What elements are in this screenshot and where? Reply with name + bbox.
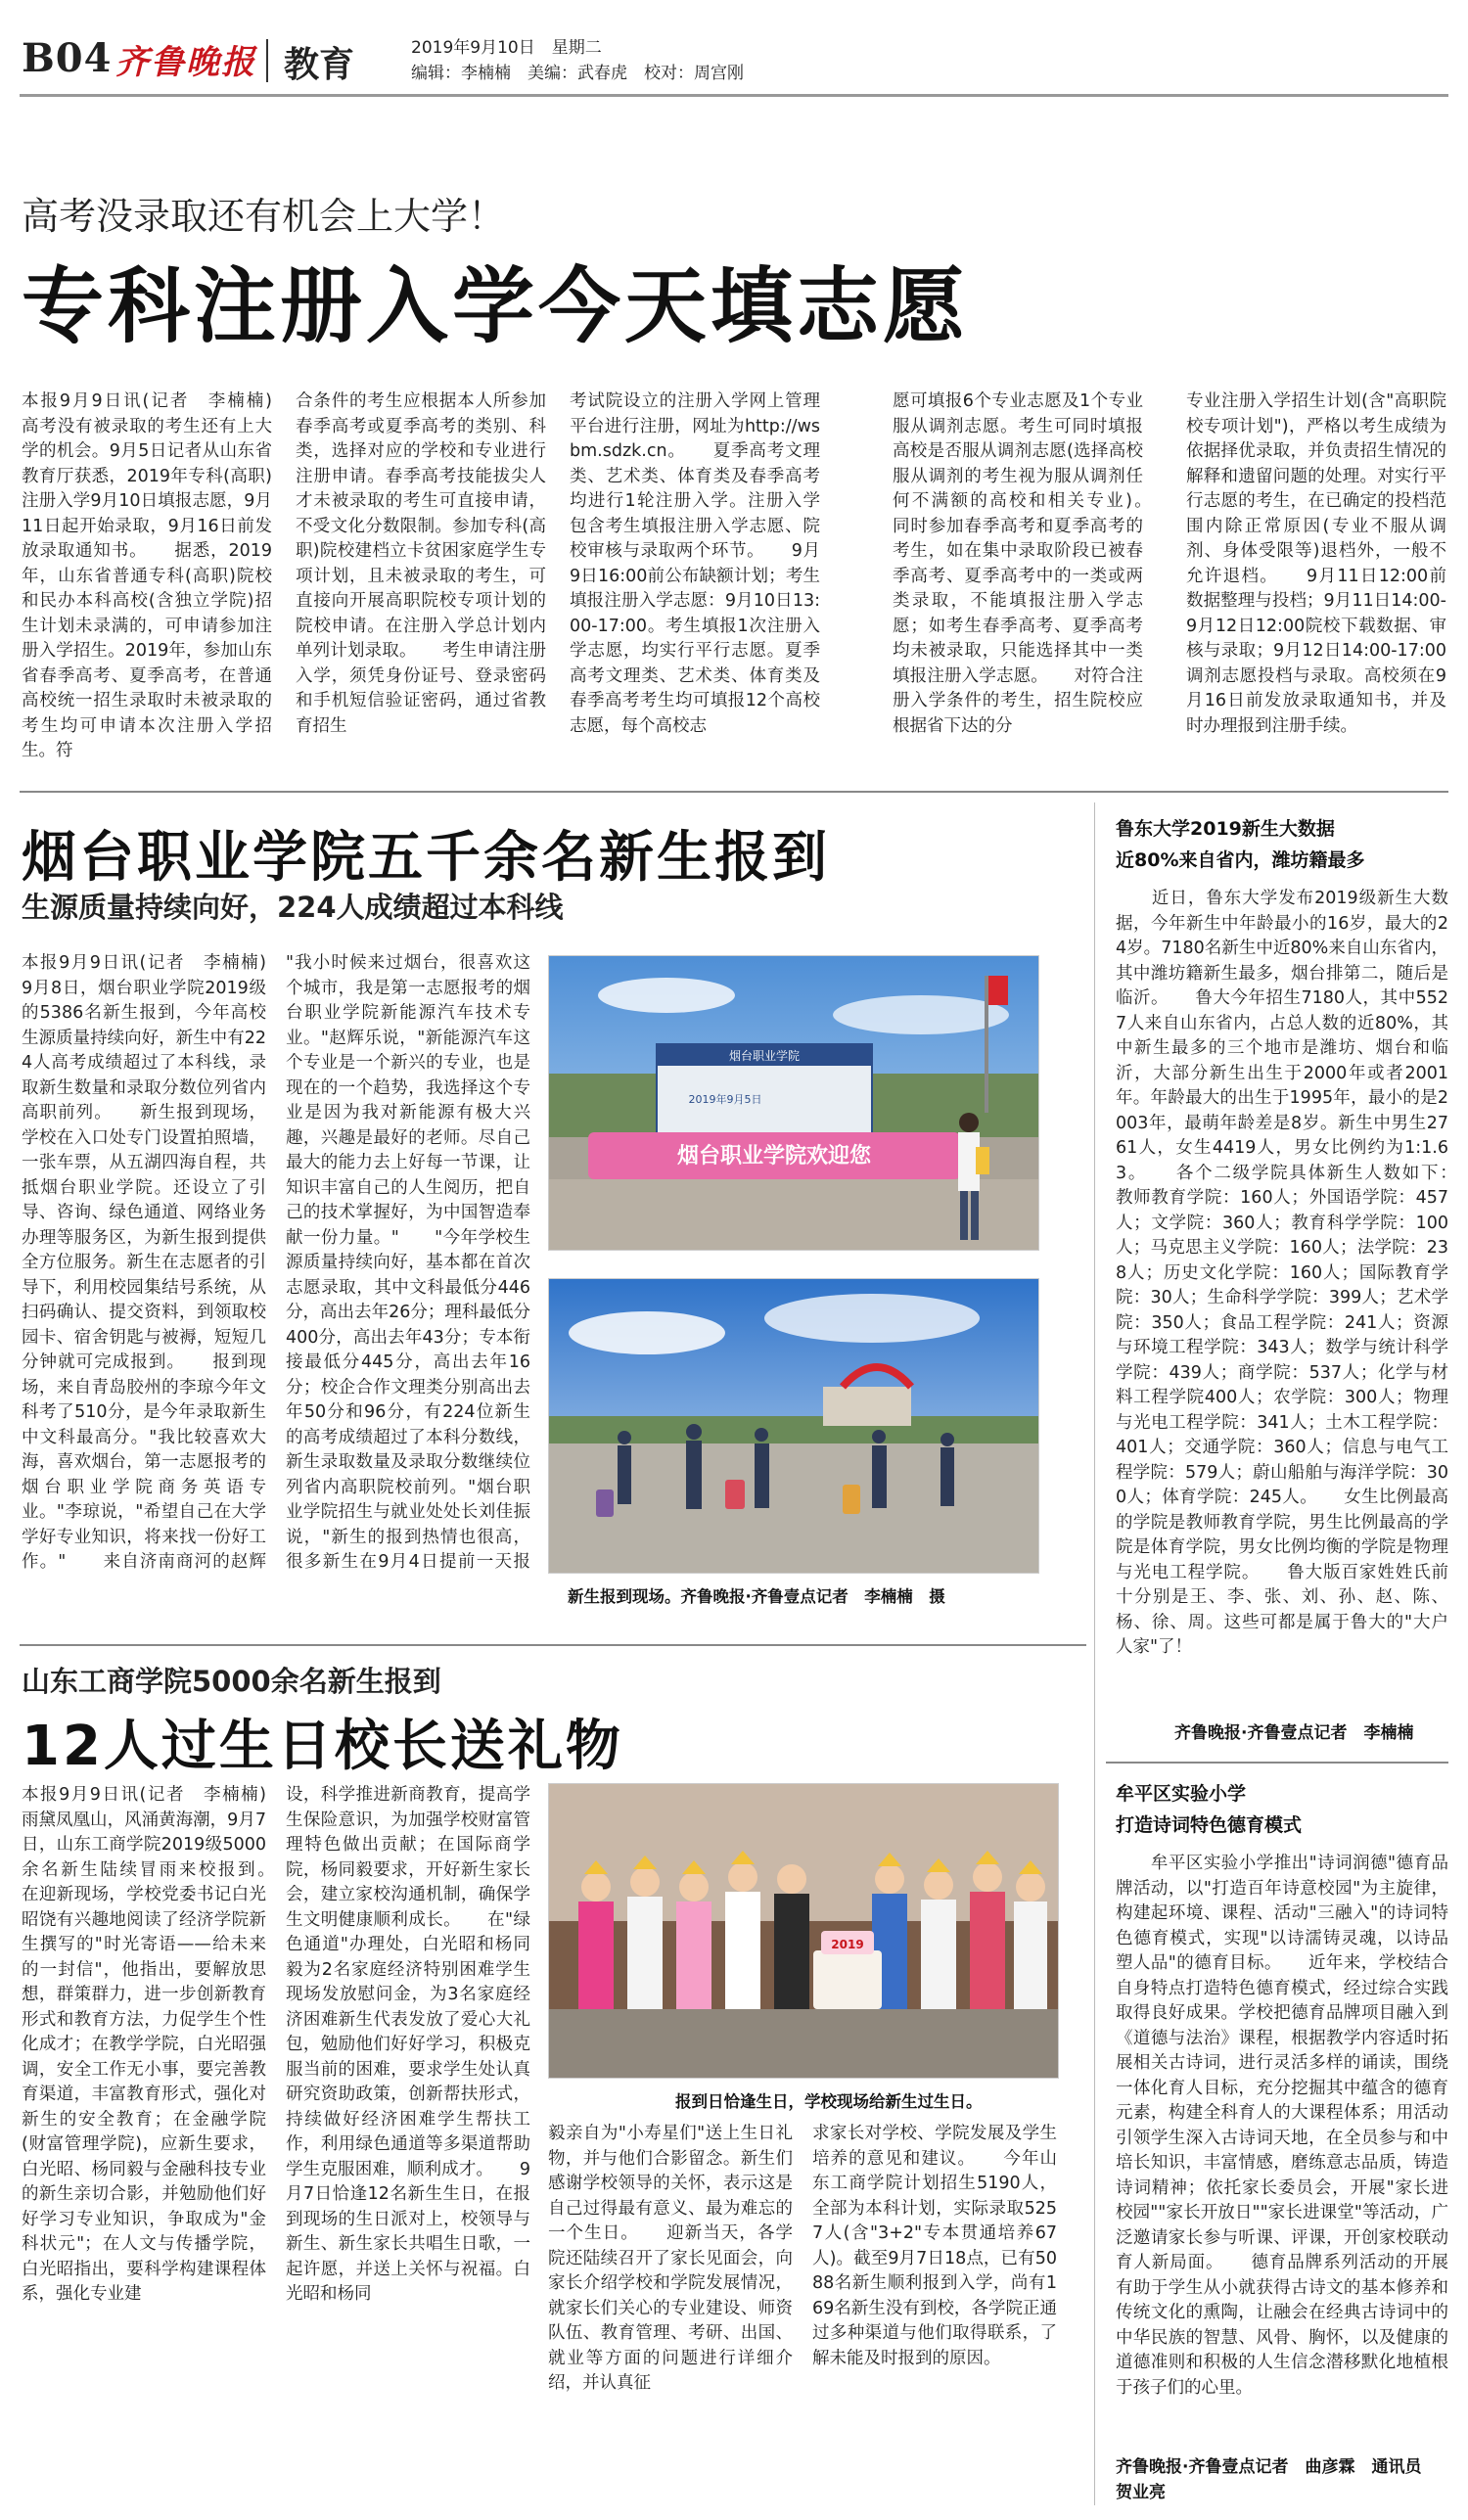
section-name: 教育: [284, 45, 355, 85]
sdtb-column-3: 毅亲自为"小寿星们"送上生日礼物，并与他们合影留念。新生们感谢学校领导的关怀，表示这是自己过得最有意义、最为难忘的一个生日。 迎新当天，各学院还陆续召开了家长见面会，向家长介绍学校和学院发展情况，就家长们关心的专业建设、师资队伍、教育管理、考研、出国、就业等方面的问题进行详细介绍，并认真征: [548, 2124, 793, 2393]
lead-column-1: 本报9月9日讯(记者 李楠楠) 高考没有被录取的考生还有上大学的机会。9月5日记者从山东省教育厅获悉，2019年专科(高职)注册入学9月10日填报志愿，9月11日起开始录取，9月16日前发放录取通知书。 据悉，2019年，山东省普通专科(高职)院校和民办本科高校(含独立学院)招生计划未录满的，可申请参加注册入学招生。2019年，参加山东省春季高考、夏季高考，在普通高校统一招生录取时未被录取的考生均可申请本次注册入学招生。符: [22, 391, 272, 760]
lead-column-2: 合条件的考生应根据本人所参加春季高考或夏季高考的类别、科类，选择对应的学校和专业进行注册申请。春季高考技能拔尖人才未被录取的考生可直接申请，不受文化分数限制。参加专科(高职)院校建档立卡贫困家庭学生专项计划，且未被录取的考生，可直接向开展高职院校专项计划的院校申请。在注册入学总计划内单列计划录取。 考生申请注册入学，须凭身份证号、登录密码和手机短信验证密码，通过省教育招生: [296, 391, 546, 736]
welcome-banner: 烟台职业学院欢迎您: [676, 1144, 872, 1168]
sdtb-headline: 12人过生日校长送礼物: [22, 1715, 623, 1778]
section-rule-2: [20, 1644, 1086, 1646]
sdtb-column-4: 求家长对学校、学院发展及学生培养的意见和建议。 今年山东工商学院计划招生5190人，全部为本科计划，实际录取5257人(含"3+2"专本贯通培养67人)。截至9月7日18点，已有5088名新生顺利报到入学，尚有169名新生没有到校，各学院正通过多种渠道与他们取得联系，了解未能及时报到的原因。: [812, 2124, 1057, 2368]
staff-credits: 编辑：李楠楠 美编：武春虎 校对：周宫刚: [411, 64, 744, 83]
lead-headline: 专科注册入学今天填志愿: [22, 258, 970, 354]
yantai-photo-2: [548, 1278, 1039, 1574]
mouping-title: 牟平区实验小学: [1116, 1783, 1247, 1805]
students-walking-image: [549, 1279, 1038, 1573]
registration-scene-image: [549, 956, 1038, 1250]
cake-label: 2019: [831, 1938, 864, 1951]
ludong-subtitle: 近80%来自省内，潍坊籍最多: [1116, 849, 1365, 871]
mouping-credit: 齐鲁晚报·齐鲁壹点记者 曲彦霖 通讯员 贺业亮: [1116, 2457, 1439, 2502]
banner-title: 烟台职业学院: [728, 1049, 801, 1063]
yantai-headline: 烟台职业学院五千余名新生报到: [22, 826, 830, 890]
sdtb-photo: [548, 1783, 1059, 2079]
sdtb-kicker: 山东工商学院5000余名新生报到: [22, 1665, 441, 1698]
ludong-credit: 齐鲁晚报·齐鲁壹点记者 李楠楠: [1174, 1723, 1414, 1743]
sdtb-column-1: 本报9月9日讯(记者 李楠楠) 雨黛凤凰山，风涌黄海潮，9月7日，山东工商学院2019级5000余名新生陆续冒雨来校报到。 在迎新现场，学校党委书记白光昭饶有兴趣地阅读了经济学院新生撰写的"时光寄语——给未来的一封信"，他指出，要解放思想，群策群力，进一步创新教育形式和教育方法，力促学生个性化成才；在教学学院，白光昭强调，安全工作无小事，要完善教育渠道，丰富教育形式，强化对新生的安全教育；在金融学院(财富管理学院)，应新生要求，白光昭、杨同毅与金融科技专业的新生亲切合影，并勉励他们好好学习专业知识，争取成为"金科状元"；在人文与传播学院，白光昭指出，要科学构建课程体系，强化专业建: [22, 1785, 266, 2304]
masthead-divider: [266, 39, 268, 82]
yantai-column-1: 本报9月9日讯(记者 李楠楠) 9月8日，烟台职业学院2019级的5386名新生报到，今年高校生源质量持续向好，新生中有224人高考成绩超过了本科线，录取新生数量和录取分数位列省内高职前列。 新生报到现场，学校在入口处专门设置拍照墙，一张车票，从五湖四海自程，共抵烟台职业学院。还设立了引导、咨询、绿色通道、网络业务办理等服务区，为新生报到提供全方位服务。新生在志愿者的引导下，利用校园集结号系统，从扫码确认、提交资料，到领取校园卡、宿舍钥匙与被褥，短短几分钟就可完成报到。 报到现场，来自青岛胶州的李琼今年文科考了510分，是今年录取新生中文科最高分。"我比较喜欢大海，喜欢烟台，第一志愿报考的烟台职业学院商务英语专业。"李琼说，"希望自己在大学学好专业知识，将来找一份好工作。" 来自济南商河的赵辉: [22, 953, 266, 1572]
yantai-photo-1: [548, 955, 1039, 1251]
issue-date: 2019年9月10日 星期二: [411, 38, 602, 58]
sdtb-photo-caption: 报到日恰逢生日，学校现场给新生过生日。: [675, 2092, 983, 2111]
masthead-rule: [20, 94, 1448, 97]
section-rule: [20, 791, 1448, 793]
page-number: B04: [22, 35, 113, 81]
newspaper-logo: 齐鲁晚报: [115, 43, 256, 82]
lead-column-4: 愿可填报6个专业志愿及1个专业服从调剂志愿。考生可同时填报高校是否服从调剂志愿(选择高校服从调剂的考生视为服从调剂任何不满额的高校和相关专业)。 同时参加春季高考和夏季高考的考生，如在集中录取阶段已被春季高考、夏季高考中的一类或两类录取，不能填报注册入学志愿；如考生春季高考、夏季高考均未被录取，只能选择其中一类填报注册入学志愿。 对符合注册入学条件的考生，招生院校应根据省下达的分: [893, 391, 1143, 736]
yantai-kicker: 生源质量持续向好，224人成绩超过本科线: [22, 891, 564, 924]
yantai-photo-caption: 新生报到现场。齐鲁晚报·齐鲁壹点记者 李楠楠 摄: [568, 1587, 945, 1606]
birthday-party-image: [549, 1784, 1058, 2078]
sdtb-column-2: 设，科学推进新商教育，提高学生保险意识，为加强学校财富管理特色做出贡献；在国际商学院，杨同毅要求，开好新生家长会，建立家校沟通机制，确保学生文明健康顺利成长。 在"绿色通道"办理处，白光昭和杨同毅为2名家庭经济特别困难学生现场发放慰问金，为3名家庭经济困难新生代表发放了爱心大礼包，勉励他们好好学习，积极克服当前的困难，要求学生处认真研究资助政策，创新帮扶形式，持续做好经济困难学生帮扶工作，利用绿色通道等多渠道帮助学生克服困难，顺利成才。 9月7日恰逢12名新生生日，在报到现场的生日派对上，校领导与新生、新生家长共唱生日歌，一起许愿，并送上关怀与祝福。白光昭和杨同: [286, 1785, 530, 2304]
lead-column-3: 考试院设立的注册入学网上管理平台进行注册，网址为http://wsbm.sdzk.cn。 夏季高考文理类、艺术类、体育类及春季高考均进行1轮注册入学。注册入学包含考生填报注册入学志愿、院校审核与录取两个环节。 9月9日16:00前公布缺额计划；考生填报注册入学志愿：9月10日13:00-17:00。考生填报1次注册入学志愿，均实行平行志愿。夏季高考文理类、艺术类、体育类及春季高考考生均可填报12个高校志愿，每个高校志: [570, 391, 820, 736]
mouping-subtitle: 打造诗词特色德育模式: [1116, 1814, 1303, 1836]
column-divider: [1094, 802, 1095, 1791]
masthead-info: [411, 35, 744, 86]
sidebar-rule: [1106, 1762, 1448, 1764]
ludong-title: 鲁东大学2019新生大数据: [1116, 818, 1335, 840]
mouping-body: 牟平区实验小学推出"诗词润德"德育品牌活动，以"打造百年诗意校园"为主旋律，构建起环境、课程、活动"三融入"的诗词特色德育模式，实现"以诗濡铸灵魂，以诗品塑人品"的德育目标。 近年来，学校结合自身特点打造特色德育模式，经过综合实践取得良好成果。学校把德育品牌项目融入到《道德与法治》课程，根据教学内容适时拓展相关古诗词，进行灵活多样的诵读，围绕一体化育人目标，充分挖掘其中蕴含的德育元素，构建全科育人的大课程体系；用活动引领学生深入古诗词天地，在全员参与和中培长知识，丰富情感，磨练意志品质，铸造诗词精神；依托家长委员会，开展"家长进校园""家长开放日""家长进课堂"等活动，广泛邀请家长参与听课、评课，开创家校联动育人新局面。 德育品牌系列活动的开展有助于学生从小就获得古诗文的基本修养和传统文化的熏陶，让融会在经典古诗词中的中华民族的智慧、风骨、胸怀，以及健康的道德准则和积极的人生信念潜移默化地植根于孩子们的心里。: [1116, 1854, 1448, 2398]
banner-date: 2019年9月5日: [688, 1093, 762, 1106]
column-divider-2: [1094, 1771, 1095, 2505]
ludong-body: 近日，鲁东大学发布2019级新生大数据，今年新生中年龄最小的16岁，最大的24岁。7180名新生中近80%来自山东省内，其中潍坊籍新生最多，烟台排第二，随后是临沂。 鲁大今年招生7180人，其中5527人来自山东省内，占总人数的近80%，其中新生最多的三个地市是潍坊、烟台和临沂，大部分新生出生于2000年或者2001年。年龄最大的出生于1995年，最小的是2003年，最萌年龄差是8岁。新生中男生2761人，女生4419人，男女比例约为1:1.63。 各个二级学院具体新生人数如下： 教师教育学院：160人；外国语学院：457人；文学院：360人；教育科学学院：100人；马克思主义学院：160人；法学院：238人；历史文化学院：160人；国际教育学院：30人；生命科学学院：399人；艺术学院：350人；食品工程学院：241人；资源与环境工程学院：343人；数学与统计科学学院：439人；商学院：537人；化学与材料工程学院400人；农学院：300人；物理与光电工程学院：341人；土木工程学院：401人；交通学院：360人；信息与电气工程学院：579人；蔚山船舶与海洋学院：300人；体育学院：245人。 女生比例最高的学院是教师教育学院，男生比例最高的学院是体育学院，男女比例均衡的学院是物理与光电工程学院。 鲁大版百家姓姓氏前十分别是王、李、张、刘、孙、赵、陈、杨、徐、周。这些可都是属于鲁大的"大户人家"了！: [1116, 889, 1448, 1657]
lead-column-5: 专业注册入学招生计划(含"高职院校专项计划")，严格以考生成绩为依据择优录取，并负责招生情况的解释和遗留问题的处理。对实行平行志愿的考生，在已确定的投档范围内除正常原因(专业不服从调剂、身体受限等)退档外，一般不允许退档。 9月11日12:00前数据整理与投档；9月11日14:00-9月12日12:00院校下载数据、审核与录取；9月12日14:00-17:00调剂志愿投档与录取。高校须在9月16日前发放录取通知书，并及时办理报到注册手续。: [1186, 391, 1446, 736]
lead-kicker: 高考没录取还有机会上大学！: [22, 195, 506, 238]
yantai-column-2: "我小时候来过烟台，很喜欢这个城市，我是第一志愿报考的烟台职业学院新能源汽车技术专业。"赵辉乐说，"新能源汽车这个专业是一个新兴的专业，也是现在的一个趋势，我选择这个专业是因为我对新能源有极大兴趣，兴趣是最好的老师。尽自己最大的能力去上好每一节课，让知识丰富自己的人生阅历，把自己的技术掌握好，为中国智造奉献一份力量。" "今年学校生源质量持续向好，基本都在首次志愿录取，其中文科最低分446分，高出去年26分；理科最低分400分，高出去年43分；专本衔接最低分445分，高出去年16分；校企合作文理类分别高出去年50分和96分，有224位新生的高考成绩超过了本科分数线，新生录取数量及录取分数继续位列省内高职院校前列。"烟台职业学院招生与就业处处长刘佳振说，"新生的报到热情也很高，很多新生在9月4日提前一天报: [286, 953, 530, 1572]
